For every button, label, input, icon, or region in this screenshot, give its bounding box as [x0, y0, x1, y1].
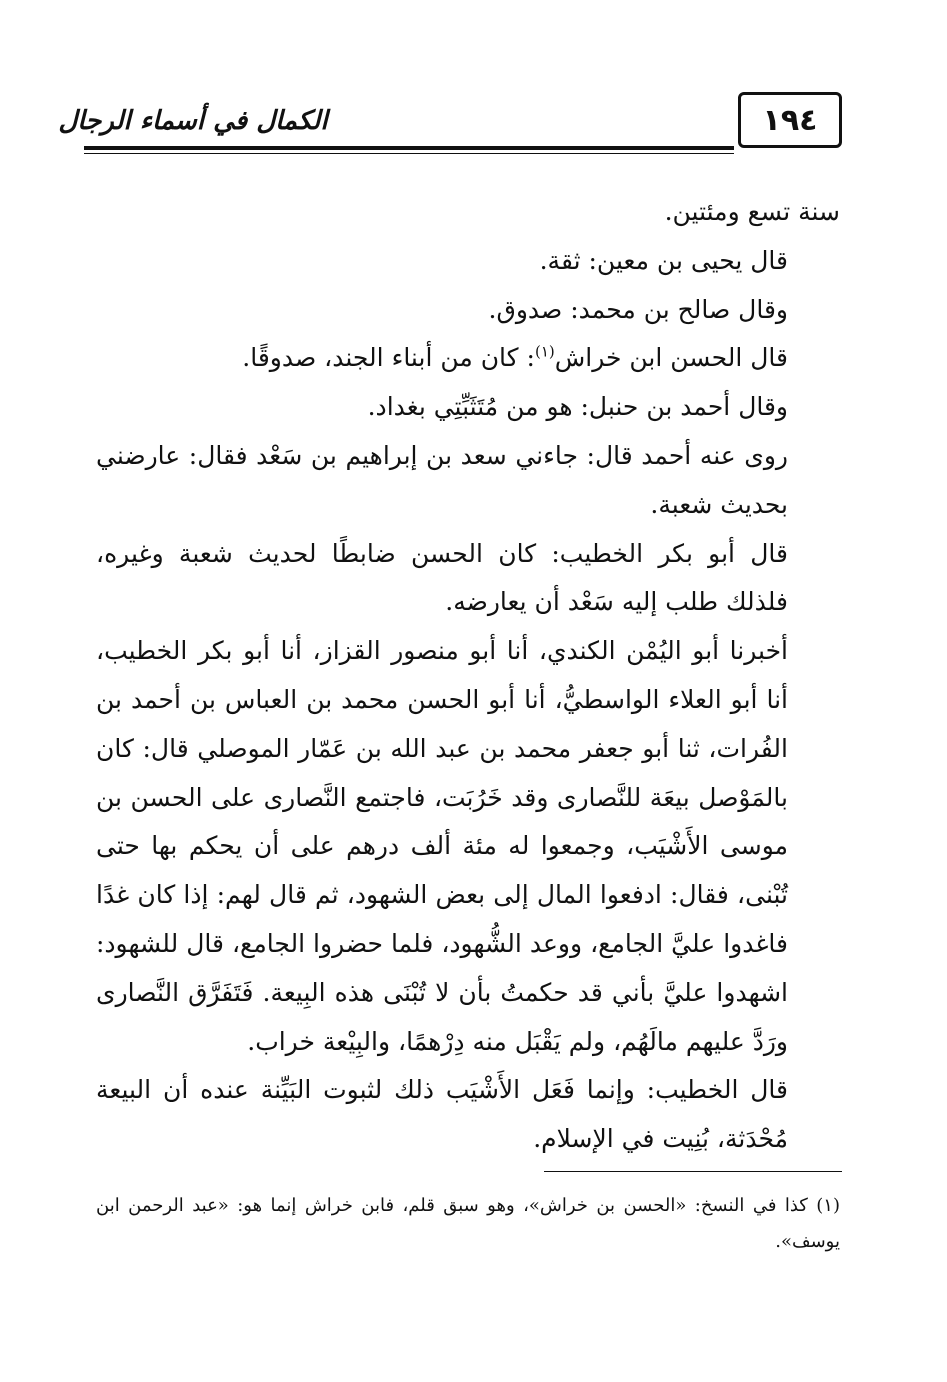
- paragraph: روى عنه أحمد قال: جاءني سعد بن إبراهيم بن سَعْد فقال: عارضني بحديث شعبة.: [96, 440, 788, 519]
- text-line: [96, 334, 840, 383]
- text-line: وقال صالح بن محمد: صدوق.: [488, 294, 788, 324]
- header-rule-thin: [84, 153, 734, 154]
- text-segment: قال الحسن ابن خراش: [554, 343, 788, 373]
- page-header: [58, 92, 842, 162]
- page-number: ١٩٤: [738, 92, 842, 148]
- text-segment: : كان من أبناء الجند، صدوقًا.: [242, 343, 535, 373]
- text-line: قال يحيى بن معين: ثقة.: [539, 245, 788, 275]
- footnote-separator: [544, 1171, 842, 1172]
- paragraph: قال أبو بكر الخطيب: كان الحسن ضابطًا لحديث شعبة وغيره، فلذلك طلب إليه سَعْد أن يعارضه.: [96, 538, 788, 617]
- text-line: وقال أحمد بن حنبل: هو من مُتَثَبِّتِي بغداد.: [367, 392, 788, 422]
- footnote-marker: (١): [534, 343, 555, 362]
- footnote: [96, 1188, 840, 1260]
- paragraph: قال الخطيب: وإنما فَعَل الأَشْيَب ذلك لثبوت البَيِّنة عنده أن البيعة مُحْدَثة، بُنِيت في الإسلام.: [96, 1075, 788, 1154]
- text-line: سنة تسع ومئتين.: [664, 197, 840, 226]
- paragraph: أخبرنا أبو اليُمْن الكندي، أنا أبو منصور القزاز، أنا أبو بكر الخطيب، أنا أبو العلاء الواسطيُّ، أنا أبو الحسن محمد بن العباس بن أحمد بن الفُرات، ثنا أبو جعفر محمد بن عبد الله بن عَمّار الموصلي قال: كان بالمَوْصل بيعَة للنَّصارى وقد خَرُبَت، فاجتمع النَّصارى على الحسن بن موسى الأَشْيَب، وجمعوا له مئة ألف درهم على أن يحكم بها حتى تُبْنى، فقال: ادفعوا المال إلى بعض الشهود، ثم قال لهم: إذا كان غدًا فاغدوا عليَّ الجامع، ووعد الشُّهود، فلما حضروا الجامع، قال للشهود: اشهدوا عليَّ بأني قد حكمتُ بأن لا تُبْنَى هذه البِيعة. فَتَفَرَّق النَّصارى ورَدَّ عليهم مالَهُم، ولم يَقْبَل منه دِرْهمًا، والبِيْعة خراب.: [96, 636, 788, 1056]
- footnote-text: (١) كذا في النسخ: «الحسن بن خراش»، وهو سبق قلم، فابن خراش إنما هو: «عبد الرحمن ابن يوسف».: [96, 1195, 840, 1252]
- book-title: الكمال في أسماء الرجال: [58, 106, 328, 136]
- main-text: [96, 188, 840, 1164]
- header-rule-thick: [84, 146, 734, 150]
